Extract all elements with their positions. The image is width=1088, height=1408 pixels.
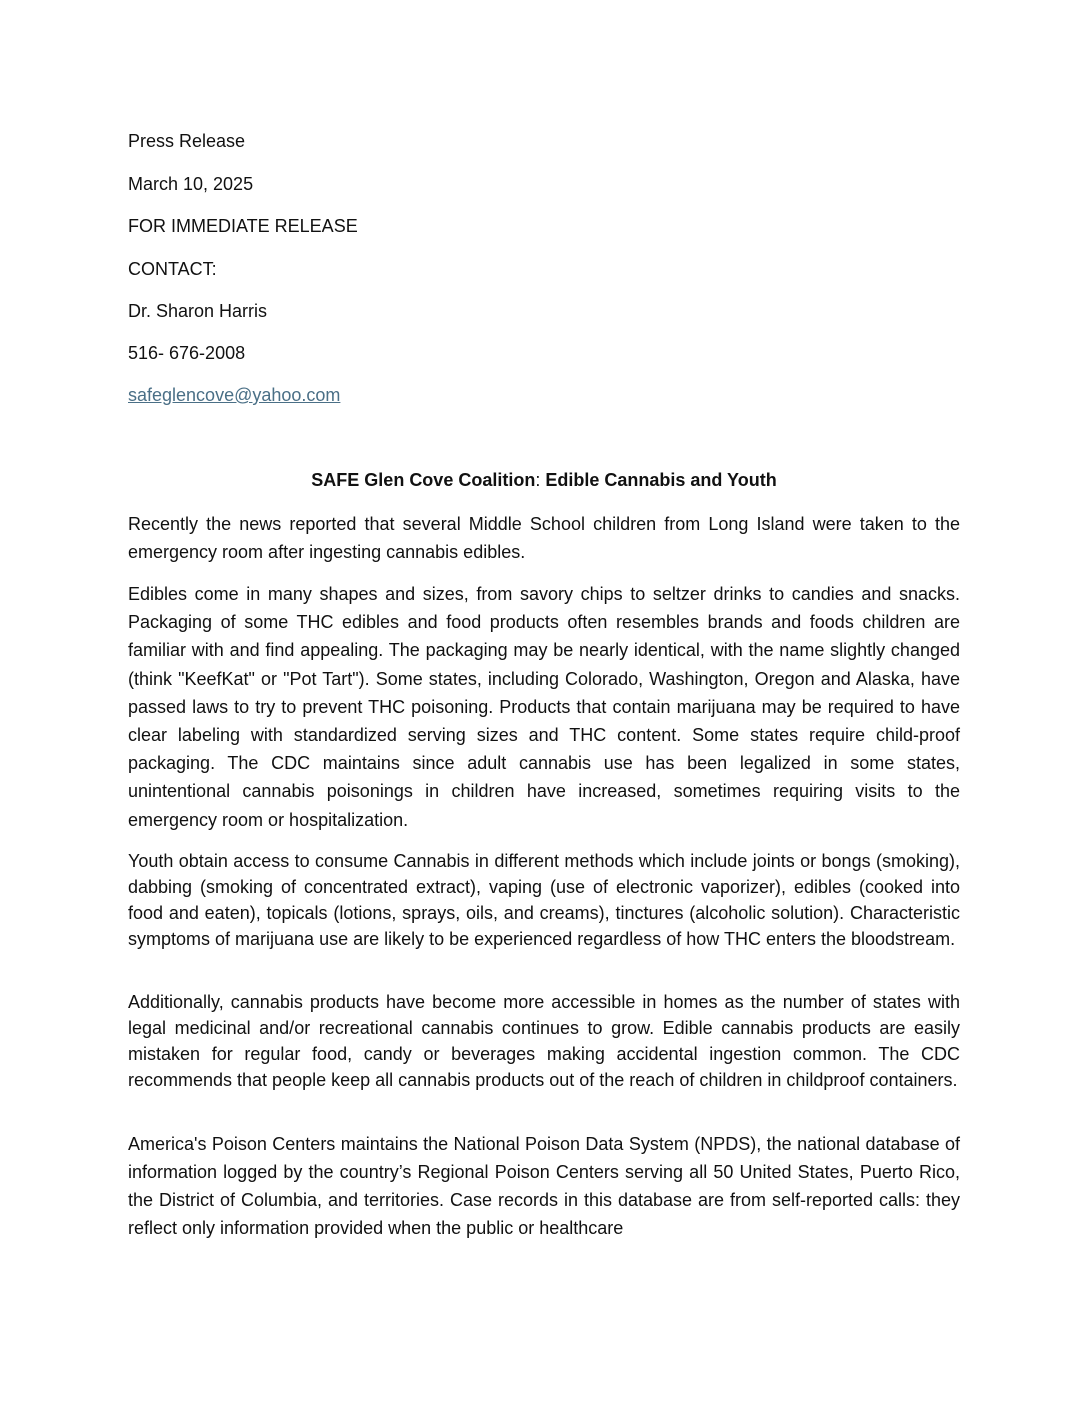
contact-name: Dr. Sharon Harris bbox=[128, 301, 268, 321]
document-title bbox=[128, 469, 960, 491]
title-org: SAFE Glen Cove Coalition bbox=[311, 470, 536, 490]
title-separator: : bbox=[535, 470, 546, 490]
contact-email-line bbox=[128, 384, 340, 406]
press-release-label: Press Release bbox=[128, 131, 246, 151]
body-paragraph-4: Additionally, cannabis products have become more accessible in homes as the number of states with legal medicinal and/or recreational cannabis continues to grow. Edible cannabis products are easily mistaken for regular food, candy or beverages making accidental ingestion common. The CDC recommends that people keep all cannabis products out of the reach of children in childproof containers. bbox=[128, 992, 960, 1090]
body-paragraph-5: America's Poison Centers maintains the National Poison Data System (NPDS), the national database of information logged by the country’s Regional Poison Centers serving all 50 United States, Puerto Rico, the District of Columbia, and territories. Case records in this database are from self-reported calls: they reflect only information provided when the public or healthcare bbox=[128, 1134, 960, 1238]
release-date: March 10, 2025 bbox=[128, 174, 254, 194]
body-paragraph-2: Edibles come in many shapes and sizes, from savory chips to seltzer drinks to candies and snacks. Packaging of some THC edibles and food products often resembles brands and foods children are familiar with and find appealing. The packaging may be nearly identical, with the name slightly changed (think "KeefKat" or "Pot Tart"). Some states, including Colorado, Washington, Oregon and Alaska, have passed laws to try to prevent THC poisoning. Products that contain marijuana may be required to have clear labeling with standardized serving sizes and THC content. Some states require child-proof packaging. The CDC maintains since adult cannabis use has been legalized in some states, unintentional cannabis poisonings in children have increased, sometimes requiring visits to the emergency room or hospitalization. bbox=[128, 584, 960, 830]
contact-label: CONTACT: bbox=[128, 259, 217, 279]
release-notice: FOR IMMEDIATE RELEASE bbox=[128, 216, 358, 236]
contact-phone: 516- 676-2008 bbox=[128, 343, 246, 363]
contact-email-link[interactable]: safeglencove@yahoo.com bbox=[128, 385, 341, 405]
title-topic: Edible Cannabis and Youth bbox=[545, 470, 777, 490]
body-paragraph-3: Youth obtain access to consume Cannabis in different methods which include joints or bongs (smoking), dabbing (smoking of concentrated extract), vaping (use of electronic vaporizer), edibles (cooked into food and eaten), topicals (lotions, sprays, oils, and creams), tinctures (alcoholic solution). Characteristic symptoms of marijuana use are likely to be experienced regardless of how THC enters the bloodstream. bbox=[128, 851, 960, 949]
body-paragraph-1: Recently the news reported that several Middle School children from Long Island were taken to the emergency room after ingesting cannabis edibles. bbox=[128, 514, 960, 562]
